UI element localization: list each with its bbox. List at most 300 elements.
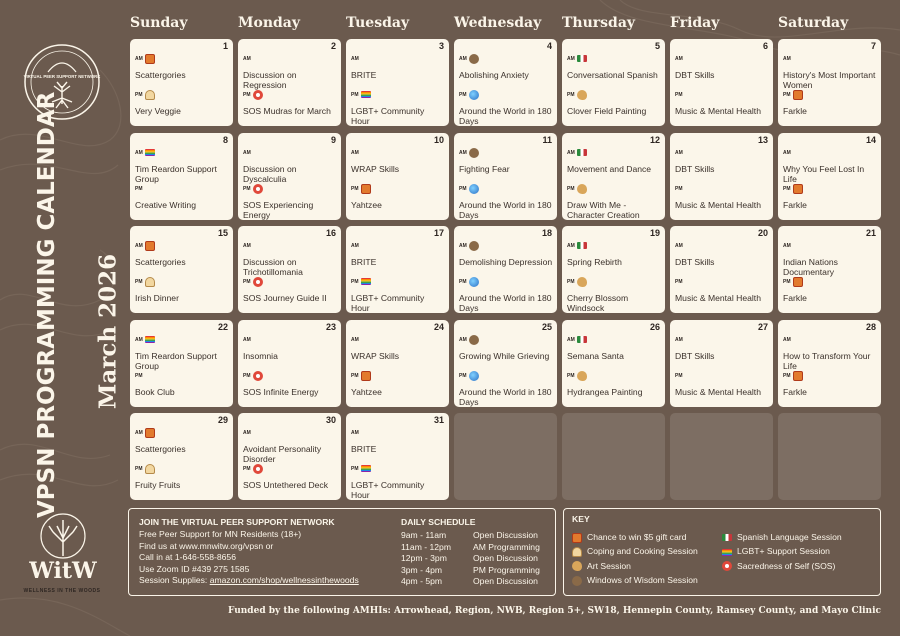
pm-session xyxy=(351,86,445,126)
day-number: 25 xyxy=(541,322,552,332)
calendar-day-cell[interactable] xyxy=(238,413,341,500)
vertical-month xyxy=(68,170,122,520)
am-session xyxy=(783,144,877,184)
am-event-title: Conversational Spanish xyxy=(567,70,658,80)
am-label: AM xyxy=(783,242,791,249)
calendar-day-cell[interactable] xyxy=(454,39,557,126)
day-number: 2 xyxy=(330,41,336,51)
pm-label: PM xyxy=(459,91,467,98)
lifebuoy-icon xyxy=(722,561,732,571)
day-header: Sunday xyxy=(130,15,188,31)
pm-event-title: LGBT+ Community Hour xyxy=(351,293,425,313)
am-label: AM xyxy=(243,336,251,343)
am-label: AM xyxy=(675,336,683,343)
lifebuoy-icon xyxy=(253,371,263,381)
am-event-title: Movement and Dance xyxy=(567,164,652,174)
am-session xyxy=(135,237,229,267)
day-number: 5 xyxy=(654,41,660,51)
mexico-flag-icon xyxy=(577,336,587,343)
owl-icon xyxy=(469,241,479,251)
lifebuoy-icon xyxy=(253,184,263,194)
palette-icon xyxy=(577,184,587,194)
am-event-title: BRITE xyxy=(351,257,377,267)
pm-label: PM xyxy=(567,372,575,379)
globe-icon xyxy=(469,371,479,381)
am-label: AM xyxy=(243,55,251,62)
schedule-session: AM Programming xyxy=(473,541,540,552)
day-number: 22 xyxy=(217,322,228,332)
am-label: AM xyxy=(135,55,143,62)
pm-event-title: Music & Mental Health xyxy=(675,106,761,116)
empty-day-cell xyxy=(562,413,665,500)
key-heading: KEY xyxy=(572,514,590,524)
globe-icon xyxy=(469,90,479,100)
am-session xyxy=(243,331,337,361)
am-session xyxy=(135,331,229,371)
pm-session xyxy=(459,180,553,220)
day-number: 20 xyxy=(757,228,768,238)
vertical-title xyxy=(30,91,60,520)
pm-label: PM xyxy=(135,465,143,472)
am-label: AM xyxy=(243,242,251,249)
day-number: 4 xyxy=(546,41,552,51)
calendar-day-cell[interactable] xyxy=(670,133,773,220)
brand-tagline: WELLNESS IN THE WOODS xyxy=(23,587,101,594)
chef-hat-icon xyxy=(572,547,582,557)
pm-label: PM xyxy=(783,278,791,285)
pm-label: PM xyxy=(783,185,791,192)
pm-event-title: Very Veggie xyxy=(135,106,181,116)
pm-event-title: Music & Mental Health xyxy=(675,387,761,397)
pm-session xyxy=(783,367,877,397)
pm-session xyxy=(135,180,229,210)
gift-icon xyxy=(145,428,155,438)
calendar-day-cell[interactable] xyxy=(238,39,341,126)
key-item-label: Windows of Wisdom Session xyxy=(587,574,698,585)
day-number: 29 xyxy=(217,415,228,425)
schedule-time: 3pm - 4pm xyxy=(401,564,443,575)
pm-event-title: SOS Untethered Deck xyxy=(243,480,329,490)
pm-label: PM xyxy=(783,91,791,98)
am-session xyxy=(783,331,877,371)
pm-event-title: Music & Mental Health xyxy=(675,293,761,303)
supplies-line xyxy=(139,575,359,587)
pm-session xyxy=(675,180,769,210)
am-event-title: Scattergories xyxy=(135,70,186,80)
pm-session xyxy=(243,460,337,490)
pm-label: PM xyxy=(567,278,575,285)
join-lines xyxy=(139,529,359,587)
calendar-day-cell[interactable] xyxy=(562,226,665,313)
owl-icon xyxy=(469,335,479,345)
calendar-day-cell[interactable] xyxy=(130,226,233,313)
gift-icon xyxy=(793,371,803,381)
calendar-day-cell[interactable] xyxy=(778,39,881,126)
day-number: 31 xyxy=(433,415,444,425)
calendar-day-cell[interactable] xyxy=(454,226,557,313)
pm-label: PM xyxy=(135,185,143,192)
calendar-day-cell[interactable] xyxy=(454,320,557,407)
day-number: 18 xyxy=(541,228,552,238)
calendar-day-cell[interactable] xyxy=(346,413,449,500)
empty-day-cell xyxy=(778,413,881,500)
owl-icon xyxy=(572,576,582,586)
am-event-title: BRITE xyxy=(351,444,377,454)
calendar-day-cell[interactable] xyxy=(454,133,557,220)
am-event-title: Scattergories xyxy=(135,444,186,454)
day-header: Tuesday xyxy=(346,15,410,31)
funded-by: Funded by the following AMHIs: Arrowhead, Region, NWB, Region 5+, SW18, Hennepin County, Ramsey County, and Mayo Clinic xyxy=(227,606,881,616)
am-session xyxy=(675,144,769,174)
am-session xyxy=(243,50,337,90)
day-number: 9 xyxy=(330,135,336,145)
pm-label: PM xyxy=(567,91,575,98)
pm-session xyxy=(675,367,769,397)
supplies-label: Session Supplies: xyxy=(139,575,210,586)
day-number: 17 xyxy=(433,228,444,238)
am-label: AM xyxy=(675,242,683,249)
am-event-title: Why You Feel Lost In Life xyxy=(783,164,865,184)
pm-session xyxy=(675,273,769,303)
day-number: 1 xyxy=(222,41,228,51)
am-label: AM xyxy=(459,242,467,249)
am-label: AM xyxy=(459,149,467,156)
am-label: AM xyxy=(783,149,791,156)
pm-event-title: Music & Mental Health xyxy=(675,200,761,210)
join-line: Free Peer Support for MN Residents (18+) xyxy=(139,529,302,539)
schedule-session: PM Programming xyxy=(473,564,540,575)
pm-event-title: SOS Journey Guide II xyxy=(243,293,327,303)
pm-session xyxy=(567,86,661,116)
pm-session xyxy=(567,273,661,313)
am-label: AM xyxy=(135,336,143,343)
schedule-session: Open Discussion xyxy=(473,553,538,564)
day-number: 14 xyxy=(865,135,876,145)
calendar-day-cell[interactable] xyxy=(130,133,233,220)
day-number: 21 xyxy=(865,228,876,238)
gift-icon xyxy=(793,90,803,100)
am-label: AM xyxy=(351,336,359,343)
witw-logo xyxy=(18,512,108,608)
day-number: 19 xyxy=(649,228,660,238)
pm-label: PM xyxy=(243,278,251,285)
key-item-label: Coping and Cooking Session xyxy=(587,546,698,557)
pm-session xyxy=(351,273,445,313)
pm-label: PM xyxy=(675,91,683,98)
pm-event-title: SOS Experiencing Energy xyxy=(243,200,314,220)
calendar-day-cell[interactable] xyxy=(670,226,773,313)
am-session xyxy=(243,144,337,184)
calendar-day-cell[interactable] xyxy=(346,226,449,313)
schedule-sessions xyxy=(473,530,540,588)
pm-event-title: Around the World in 180 Days xyxy=(459,387,552,407)
day-number: 27 xyxy=(757,322,768,332)
am-session xyxy=(351,144,445,174)
calendar-day-cell[interactable] xyxy=(562,320,665,407)
pm-event-title: Farkle xyxy=(783,293,807,303)
month-year: March 2026 xyxy=(94,253,122,410)
rainbow-flag-icon xyxy=(145,336,155,343)
empty-day-cell xyxy=(670,413,773,500)
day-number: 26 xyxy=(649,322,660,332)
pm-event-title: Book Club xyxy=(135,387,175,397)
calendar-day-cell[interactable] xyxy=(346,133,449,220)
pm-label: PM xyxy=(783,372,791,379)
day-number: 6 xyxy=(762,41,768,51)
key-item xyxy=(722,559,842,573)
key-item-label: LGBT+ Support Session xyxy=(737,546,830,557)
am-session xyxy=(783,50,877,90)
key-column-2 xyxy=(722,530,842,573)
am-event-title: Fighting Fear xyxy=(459,164,510,174)
key-box xyxy=(563,508,881,596)
pm-event-title: LGBT+ Community Hour xyxy=(351,480,425,500)
calendar-day-cell[interactable] xyxy=(562,133,665,220)
pm-session xyxy=(783,86,877,116)
pm-session xyxy=(351,460,445,500)
pm-label: PM xyxy=(351,185,359,192)
am-session xyxy=(675,50,769,80)
am-event-title: DBT Skills xyxy=(675,164,715,174)
am-session xyxy=(243,424,337,464)
am-event-title: BRITE xyxy=(351,70,377,80)
day-number: 16 xyxy=(325,228,336,238)
key-item-label: Chance to win $5 gift card xyxy=(587,532,687,542)
lifebuoy-icon xyxy=(253,277,263,287)
svg-text:VIRTUAL PEER SUPPORT NETWORK: VIRTUAL PEER SUPPORT NETWORK xyxy=(23,74,101,79)
owl-icon xyxy=(469,54,479,64)
palette-icon xyxy=(577,371,587,381)
am-event-title: Avoidant Personality Disorder xyxy=(243,444,322,464)
key-item-label: Art Session xyxy=(587,560,631,571)
pm-event-title: Hydrangea Painting xyxy=(567,387,643,397)
am-event-title: WRAP Skills xyxy=(351,164,400,174)
am-label: AM xyxy=(567,242,575,249)
pm-event-title: Draw With Me - Character Creation xyxy=(567,200,640,220)
pm-label: PM xyxy=(459,278,467,285)
am-label: AM xyxy=(135,429,143,436)
am-session xyxy=(675,331,769,361)
am-session xyxy=(351,331,445,361)
lifebuoy-icon xyxy=(253,90,263,100)
am-label: AM xyxy=(459,336,467,343)
pm-session xyxy=(135,273,229,303)
supplies-link[interactable]: amazon.com/shop/wellnessinthewoods xyxy=(209,575,359,586)
am-label: AM xyxy=(351,149,359,156)
am-session xyxy=(675,237,769,267)
am-label: AM xyxy=(567,336,575,343)
calendar-day-cell[interactable] xyxy=(346,320,449,407)
gift-icon xyxy=(793,277,803,287)
schedule-times xyxy=(401,530,451,588)
gift-icon xyxy=(572,533,582,543)
lifebuoy-icon xyxy=(253,464,263,474)
am-session xyxy=(567,144,661,174)
pm-session xyxy=(243,86,337,116)
calendar-day-cell[interactable] xyxy=(238,320,341,407)
calendar-day-cell[interactable] xyxy=(346,39,449,126)
day-number: 11 xyxy=(542,135,552,145)
day-number: 23 xyxy=(325,322,336,332)
pm-session xyxy=(351,367,445,397)
am-event-title: Indian Nations Documentary xyxy=(783,257,838,277)
palette-icon xyxy=(572,561,582,571)
rainbow-flag-icon xyxy=(361,278,371,285)
day-number: 12 xyxy=(649,135,660,145)
mexico-flag-icon xyxy=(577,149,587,156)
day-header: Wednesday xyxy=(454,15,542,31)
am-session xyxy=(351,50,445,80)
pm-label: PM xyxy=(675,185,683,192)
am-event-title: History's Most Important Women xyxy=(783,70,876,90)
day-header: Monday xyxy=(238,15,301,31)
am-event-title: Demolishing Depression xyxy=(459,257,553,267)
key-item xyxy=(722,530,842,544)
am-event-title: Scattergories xyxy=(135,257,186,267)
calendar-title: VPSN PROGRAMMING CALENDAR xyxy=(34,91,60,518)
am-label: AM xyxy=(135,242,143,249)
pm-session xyxy=(243,273,337,303)
am-label: AM xyxy=(351,55,359,62)
am-session xyxy=(135,144,229,184)
pm-session xyxy=(459,273,553,313)
pm-label: PM xyxy=(459,185,467,192)
am-session xyxy=(783,237,877,277)
schedule-time: 12pm - 3pm xyxy=(401,553,447,564)
calendar-day-cell[interactable] xyxy=(130,39,233,126)
am-event-title: Semana Santa xyxy=(567,351,624,361)
am-event-title: Spring Rebirth xyxy=(567,257,622,267)
am-event-title: Tim Reardon Support Group xyxy=(135,164,217,184)
pm-label: PM xyxy=(135,278,143,285)
am-session xyxy=(459,144,553,174)
pm-label: PM xyxy=(243,465,251,472)
calendar-day-cell[interactable] xyxy=(670,39,773,126)
owl-icon xyxy=(469,148,479,158)
pm-session xyxy=(675,86,769,116)
am-event-title: Discussion on Trichotillomania xyxy=(243,257,303,277)
pm-event-title: LGBT+ Community Hour xyxy=(351,106,425,126)
am-label: AM xyxy=(675,55,683,62)
sidebar xyxy=(0,0,124,636)
pm-label: PM xyxy=(243,185,251,192)
calendar-day-cell[interactable] xyxy=(238,133,341,220)
pm-label: PM xyxy=(135,372,143,379)
am-label: AM xyxy=(243,429,251,436)
pm-label: PM xyxy=(675,278,683,285)
am-label: AM xyxy=(567,149,575,156)
calendar-day-cell[interactable] xyxy=(778,226,881,313)
am-label: AM xyxy=(675,149,683,156)
calendar-day-cell[interactable] xyxy=(670,320,773,407)
key-item xyxy=(572,544,698,558)
calendar-day-cell[interactable] xyxy=(130,320,233,407)
schedule-session: Open Discussion xyxy=(473,530,538,540)
am-label: AM xyxy=(135,149,143,156)
calendar-day-cell[interactable] xyxy=(238,226,341,313)
pm-event-title: SOS Infinite Energy xyxy=(243,387,319,397)
pm-session xyxy=(135,367,229,397)
gift-icon xyxy=(361,184,371,194)
rainbow-flag-icon xyxy=(722,549,732,556)
am-session xyxy=(135,50,229,80)
pm-session xyxy=(783,273,877,303)
brand-name: WitW xyxy=(29,558,97,584)
am-event-title: How to Transform Your Life xyxy=(783,351,871,371)
mexico-flag-icon xyxy=(722,534,732,541)
am-event-title: WRAP Skills xyxy=(351,351,400,361)
day-number: 3 xyxy=(438,41,444,51)
calendar-day-cell[interactable] xyxy=(562,39,665,126)
am-session xyxy=(351,424,445,454)
day-number: 15 xyxy=(217,228,228,238)
pm-event-title: Yahtzee xyxy=(351,387,382,397)
pm-session xyxy=(459,367,553,407)
am-session xyxy=(459,50,553,80)
am-label: AM xyxy=(783,55,791,62)
day-number: 13 xyxy=(757,135,768,145)
am-event-title: DBT Skills xyxy=(675,257,715,267)
calendar-day-cell[interactable] xyxy=(130,413,233,500)
am-session xyxy=(243,237,337,277)
calendar-day-cell[interactable] xyxy=(778,133,881,220)
tree-icon xyxy=(35,512,91,560)
am-label: AM xyxy=(351,429,359,436)
am-session xyxy=(351,237,445,267)
palette-icon xyxy=(577,277,587,287)
pm-label: PM xyxy=(243,372,251,379)
schedule-time: 4pm - 5pm xyxy=(401,576,443,587)
pm-label: PM xyxy=(351,91,359,98)
day-header: Friday xyxy=(670,15,720,31)
pm-label: PM xyxy=(351,278,359,285)
globe-icon xyxy=(469,277,479,287)
chef-hat-icon xyxy=(145,277,155,287)
am-label: AM xyxy=(243,149,251,156)
am-event-title: Tim Reardon Support Group xyxy=(135,351,217,371)
am-session xyxy=(459,237,553,267)
pm-event-title: Around the World in 180 Days xyxy=(459,200,552,220)
mexico-flag-icon xyxy=(577,242,587,249)
pm-event-title: Creative Writing xyxy=(135,200,196,210)
pm-label: PM xyxy=(675,372,683,379)
day-number: 7 xyxy=(870,41,876,51)
pm-label: PM xyxy=(567,185,575,192)
am-event-title: Discussion on Dyscalculia xyxy=(243,164,297,184)
pm-event-title: Around the World in 180 Days xyxy=(459,293,552,313)
join-heading: JOIN THE VIRTUAL PEER SUPPORT NETWORK xyxy=(139,517,335,527)
pm-session xyxy=(135,86,229,116)
day-number: 8 xyxy=(222,135,228,145)
pm-label: PM xyxy=(135,91,143,98)
pm-label: PM xyxy=(351,465,359,472)
pm-session xyxy=(783,180,877,210)
schedule-time: 9am - 11am xyxy=(401,530,447,540)
day-number: 30 xyxy=(325,415,336,425)
rainbow-flag-icon xyxy=(361,91,371,98)
chef-hat-icon xyxy=(145,464,155,474)
am-label: AM xyxy=(459,55,467,62)
schedule-time: 11am - 12pm xyxy=(401,541,451,552)
day-header: Saturday xyxy=(778,15,849,31)
key-item xyxy=(572,530,698,544)
calendar-day-cell[interactable] xyxy=(778,320,881,407)
pm-event-title: Fruity Fruits xyxy=(135,480,181,490)
mexico-flag-icon xyxy=(577,55,587,62)
am-session xyxy=(567,237,661,267)
rainbow-flag-icon xyxy=(361,465,371,472)
pm-session xyxy=(135,460,229,490)
